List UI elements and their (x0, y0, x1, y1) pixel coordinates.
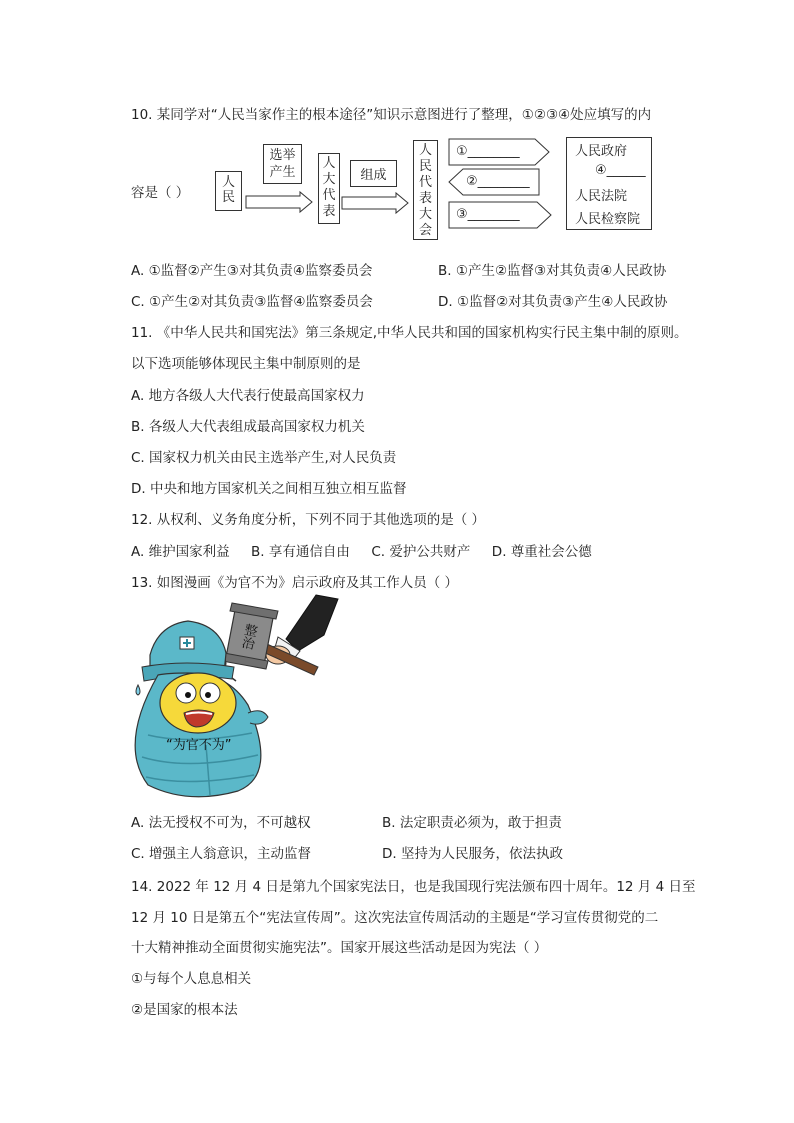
q10-stem-line1: 10. 某同学对“人民当家作主的根本途径”知识示意图进行了整理，①②③④处应填写的内 (131, 107, 652, 123)
q11-option-c[interactable]: C. 国家权力机关由民主选举产生,对人民负责 (131, 450, 397, 466)
q10-option-d[interactable]: D. ①监督②对其负责③产生④人民政协 (438, 294, 668, 310)
npc-box (413, 140, 438, 240)
q13-option-b[interactable]: B. 法定职责必须为，敢于担责 (382, 815, 562, 831)
q11-option-b[interactable]: B. 各级人大代表组成最高国家权力机关 (131, 419, 365, 435)
q10-option-b[interactable]: B. ①产生②监督③对其负责④人民政协 (438, 263, 667, 279)
q14-stem-line3: 十大精神推动全面贯彻实施宪法”。国家开展这些活动是因为宪法（ ） (131, 940, 548, 956)
compose-box (350, 160, 397, 187)
q14-item-2: ②是国家的根本法 (131, 1002, 238, 1018)
q12-stem: 12. 从权利、义务角度分析，下列不同于其他选项的是（ ） (131, 512, 486, 528)
people-box (215, 171, 242, 211)
q10-stem-line2: 容是（ ） (131, 185, 190, 201)
q13-stem: 13. 如图漫画《为官不为》启示政府及其工作人员（ ） (131, 575, 459, 591)
q13-option-a[interactable]: A. 法无授权不可为，不可越权 (131, 815, 311, 831)
q13-option-c[interactable]: C. 增强主人翁意识，主动监督 (131, 846, 312, 862)
elect-label-2: 产生 (269, 165, 296, 180)
compose-label: 组成 (360, 168, 387, 183)
q13-option-d[interactable]: D. 坚持为人民服务，依法执政 (382, 846, 563, 862)
cartoon-drawing (128, 595, 343, 800)
npc-rep-box (318, 153, 340, 224)
people-label: 人民 (221, 175, 235, 205)
gov-label: 人民政府 (575, 144, 628, 159)
slot3-label: ③________ (456, 207, 520, 222)
q11-option-d[interactable]: D. 中央和地方国家机关之间相互独立相互监督 (131, 481, 407, 497)
slot4-label: ④______ (595, 163, 646, 178)
q11-stem-line1: 11. 《中华人民共和国宪法》第三条规定,中华人民共和国的国家机构实行民主集中制的原则。 (131, 325, 688, 341)
state-organs-box (566, 137, 652, 230)
npc-label: 人民代表大会 (418, 143, 432, 238)
elect-box (263, 144, 302, 184)
court-label: 人民法院 (575, 189, 628, 204)
slot1-label: ①________ (456, 144, 520, 159)
procuratorate-label: 人民检察院 (575, 212, 641, 227)
arrow-elect (246, 192, 316, 212)
npc-rep-label: 人大代表 (322, 156, 336, 219)
q13-cartoon (128, 595, 343, 800)
q10-option-a[interactable]: A. ①监督②产生③对其负责④监察委员会 (131, 263, 373, 279)
hammer-text: 整治 (240, 622, 259, 653)
q14-stem-line1: 14. 2022 年 12 月 4 日是第九个国家宪法日，也是我国现行宪法颁布四十周年。12 月 4 日至 (131, 879, 696, 895)
elect-label-1: 选举 (269, 148, 296, 163)
q10-option-c[interactable]: C. ①产生②对其负责③监督④监察委员会 (131, 294, 373, 310)
slot2-label: ②________ (466, 174, 530, 189)
q11-stem-line2: 以下选项能够体现民主集中制原则的是 (131, 356, 361, 372)
q12-options[interactable]: A. 维护国家利益 B. 享有通信自由 C. 爱护公共财产 D. 尊重社会公德 (131, 544, 592, 560)
q14-item-1: ①与每个人息息相关 (131, 971, 252, 987)
q11-option-a[interactable]: A. 地方各级人大代表行使最高国家权力 (131, 388, 365, 404)
cartoon-caption: “为官不为” (166, 738, 232, 753)
q14-stem-line2: 12 月 10 日是第五个“宪法宣传周”。这次宪法宣传周活动的主题是“学习宣传贯彻党的二 (131, 910, 659, 926)
arrow-compose (342, 193, 412, 213)
